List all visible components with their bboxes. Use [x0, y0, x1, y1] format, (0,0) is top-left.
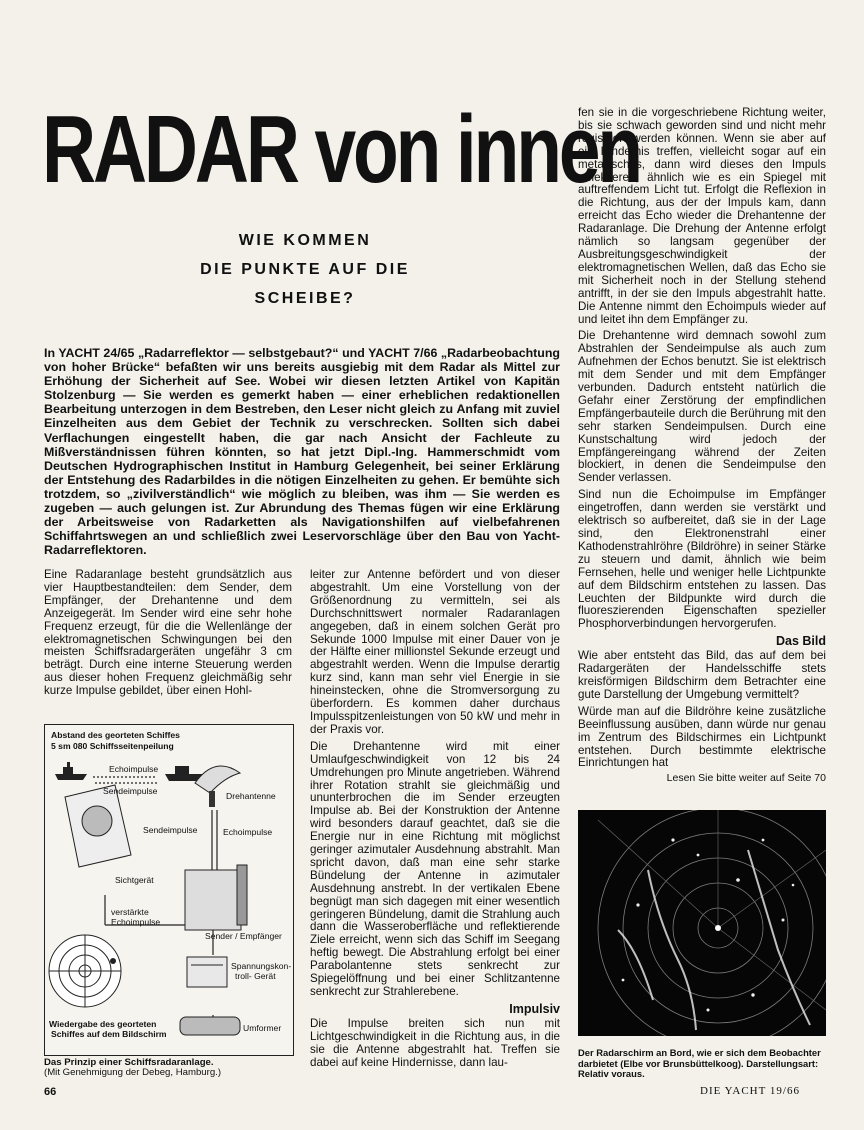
article-title: RADAR von innen: [42, 96, 640, 203]
section-heading-das-bild: Das Bild: [775, 634, 826, 649]
lead-paragraph: In YACHT 24/65 „Radarreflektor — selbstgebaut?“ und YACHT 7/66 „Radarbeobachtung von hoher Brücke“ befaßten wir uns bereits ausgiebig mit dem Radar als Mittel zur Erhöhung der Sicherheit auf See. Wobei wir diesen letzten Artikel von Kapitän Stolzenburg — Sie werden es gemerkt haben — einer erheblichen redaktionellen Bearbeitung unterzogen in dem Bestreben, den Leser nicht gleich zu Anfang mit zuviel Einzelheiten aus dem Gebiet der Technik zu verschrecken. Sollten sich dabei Verflachungen eingestellt haben, die gar nach Ansicht der Fachleute zu Mißverständnissen führen könnten, so hat jetzt Dipl.-Ing. Hammerschmidt vom Deutschen Hydrographischen Institut in Hamburg Gelegenheit, bei seiner Erklärung der Entstehung des Radarbildes in die nötigen Einzelheiten zu gehen. Er bemühte sich trotzdem, so „zivilverständlich“ wie möglich zu bleiben, was ihm — Sie werden es zugeben — auch gelungen ist. Zur Abrundung des Themas fügen wir eine Erklärung der Arbeitsweise von Radarketten als Navigationshilfen auf vielbefahrenen Schiffahrtswegen an und schließlich zwei Leservorschläge über den Bau von Yacht-Radarreflektoren.: [44, 346, 560, 558]
col3-paragraph-1: fen sie in die vorgeschriebene Richtung weiter, bis sie schwach geworden sind und nicht mehr registriert werden können. Wenn sie aber auf ein Hindernis treffen, vielleicht sogar auf ein metallisches, dann wird dieses den Impuls reflektieren, ähnlich wie es ein Spiegel mit auftreffendem Licht tut. Erfolgt die Reflexion in die Richtung, aus der der Impuls kam, dann erreicht das Echo wieder die Drehantenne der Radaranlage. Die Drehung der Antenne erfolgt nämlich so langsam gegenüber der Ausbreitungsgeschwindigkeit der elektromagnetischen Wellen, daß das Echo sie mit Sicherheit noch in der Stellung stehend antrifft, in der sie den Impuls abgestrahlt hatte. Die Antenne nimmt den Echoimpuls wieder auf und leitet ihn dem Empfänger zu.: [578, 106, 826, 326]
radar-screen-drawing: [578, 810, 826, 1036]
label-display: Sichtgerät: [115, 875, 154, 885]
screen-reproduction-icon: [49, 935, 121, 1007]
label-echo: Echoimpulse: [109, 764, 159, 774]
column-3: [578, 107, 826, 785]
label-transceiver: Sender / Empfänger: [205, 931, 282, 941]
label-send: Sendeimpulse: [103, 786, 158, 796]
ship-icon: [55, 762, 87, 780]
subtitle-line-1: WIE KOMMEN: [238, 232, 372, 249]
converter-icon: [180, 1017, 240, 1035]
section-heading-impulsiv: Impulsiv: [509, 1001, 560, 1016]
magazine-footer: DIE YACHT 19/66: [700, 1085, 800, 1097]
subtitle-line-2: DIE PUNKTE AUF DIE: [200, 261, 410, 278]
radar-photo-caption: Der Radarschirm an Bord, wie er sich dem Beobachter darbietet (Elbe vor Brunsbüttelkoog). Darstellungsart: Relativ voraus.: [578, 1047, 821, 1079]
label-voltage-2: troll- Gerät: [235, 971, 276, 981]
continued-note: Lesen Sie bitte weiter auf Seite 70: [666, 772, 826, 785]
radar-diagram: [44, 724, 294, 1056]
voltage-control-icon: [187, 957, 227, 987]
label-reproduction-2: Schiffes auf dem Bildschirm: [51, 1029, 167, 1039]
col3-paragraph-2: Die Drehantenne wird demnach sowohl zum Abstrahlen der Sendeimpulse als auch zum Aufnehmen der Echos benutzt. Sie ist elektrisch mit dem Sender und mit dem Empfänger verbunden. Dadurch entsteht natürlich die Gefahr einer Zerstörung der empfindlichen Empfängerbauteile durch die Berührung mit den sehr starken Sendeimpulsen. Durch eine Kunstschaltung wird jedoch der Empfängereingang während der Zeiten blockiert, in denen die Sendeimpulse den Sender verlassen.: [578, 329, 826, 485]
col2-paragraph-3: Die Impulse breiten sich nun mit Lichtgeschwindigkeit in die Richtung aus, in die sie die Antenne abgestrahlt hat. Treffen sie dabei auf keine Hindernisse, dann lau-: [310, 1016, 560, 1069]
transceiver-icon: [185, 865, 247, 930]
page-number: 66: [44, 1086, 57, 1098]
subtitle-line-3: SCHEIBE?: [254, 290, 356, 307]
label-voltage: Spannungskon-: [231, 961, 292, 971]
diagram-drawing: [45, 725, 293, 1055]
label-reproduction: Wiedergabe des georteten: [49, 1019, 157, 1029]
article-subtitle: [170, 226, 440, 313]
col3-paragraph-4: Wie aber entsteht das Bild, das auf dem bei Radargeräten der Handelsschiffe stets kreisförmigen Bildschirm dem Betrachter eine gute Darstellung der Umgebung vermittelt?: [578, 649, 826, 701]
diagram-caption-sub: (Mit Genehmigung der Debeg, Hamburg.): [44, 1067, 222, 1079]
label-antenna: Drehantenne: [226, 791, 276, 801]
label-echo-2: Echoimpulse: [223, 827, 273, 837]
label-send-2: Sendeimpulse: [143, 825, 198, 835]
column-1: [44, 569, 292, 698]
label-distance: Abstand des georteten Schiffes: [51, 730, 180, 740]
diagram-caption-title: Das Prinzip einer Schiffsradaranlage.: [44, 1057, 214, 1068]
label-bearing: 5 sm 080 Schiffsseitenpeilung: [51, 741, 174, 751]
col3-paragraph-3: Sind nun die Echoimpulse im Empfänger eingetroffen, dann werden sie verstärkt und elektrisch so aufbereitet, daß sie in der Lage sind, den Elektronenstrahl einer Kathodenstrahlröhre (Bildröhre) in seiner Stärke zu steuern und damit, ähnlich wie beim Fernsehen, helle und weniger helle Lichtpunkte auf dem Bildschirm entstehen zu lassen. Das Leuchten der Bildpunkte wird durch die fluoreszierenden Eigenschaften spezieller Phosphorverbindungen hervorgerufen.: [578, 488, 826, 631]
display-unit-icon: [65, 785, 131, 867]
label-amplified: verstärkte: [111, 907, 149, 917]
radar-screen-photo: [578, 810, 826, 1036]
column-2: [310, 569, 560, 1069]
col3-paragraph-5: Würde man auf die Bildröhre keine zusätzliche Beeinflussung ausüben, dann würde nur genau im Zentrum des Bildschirmes ein Lichtpunkt entstehen. Durch bestimmte elektrische Einrichtungen hat: [578, 704, 826, 770]
col2-paragraph-2: Die Drehantenne wird mit einer Umlaufgeschwindigkeit von 12 bis 24 Umdrehungen pro Minute angetrieben. Während ihrer Rotation strahlt sie gleichmäßig und ununterbrochen die im Sender erzeugten Impulse ab. Bei der Konstruktion der Antenne wird besonders darauf geachtet, daß sie die Energie nur in eine Richtung mit möglichst geringer azimutaler Ausdehnung abstrahlt. Man spricht davon, daß man eine sehr starke Bündelung der Antenne in azimutaler Ausdehnung anstrebt. In der vertikalen Ebene begnügt man sich dagegen mit einer wesentlich geringeren Bündelung, damit die Strahlung auch dann die Wasseroberfläche und reflektierende Ziele erreicht, wenn sich das Schiff im Seegang heftig bewegt. Die Abstrahlung erfolgt bei einer Parabolantenne stets senkrecht zur Spiegelöffnung und bei einer Schlitzantenne senkrecht zur Strahlerebene.: [310, 739, 560, 998]
col2-paragraph-1: leiter zur Antenne befördert und von dieser abgestrahlt. Um eine Vorstellung von der Größenordnung zu vermitteln, sei als Durchschnittswert normaler Radaranlagen angegeben, daß in einem solchen Gerät pro Sekunde 1000 Impulse mit einer Dauer von je der Hälfte einer millionstel Sekunde erzeugt und abgestrahlt werden. Wenn die Impulse derartig kurz sind, kann man sehr viel Energie in sie hineinstecken, ohne die Stromversorgung zu überfordern. Es kommen daher durchaus Impulsspitzenleistungen von 50 kW und mehr in der Praxis vor.: [310, 568, 560, 736]
label-amplified-2: Echoimpulse: [111, 917, 161, 927]
col1-paragraph: Eine Radaranlage besteht grundsätzlich aus vier Hauptbestandteilen: dem Sender, dem Empfänger, der Drehantenne und dem Anzeigegerät. Im Sender wird eine sehr hohe Frequenz erzeugt, für die die Wellenlänge der elektromagnetischen Schwingungen bei den meisten Schiffsradargeräten ungefähr 3 cm beträgt. Durch eine interne Steuerung werden aus dieser hohen Frequenz gleichmäßig sehr kurze Impulse gebildet, über einen Hohl-: [44, 568, 292, 698]
label-converter: Umformer: [243, 1023, 282, 1033]
diagram-caption: [44, 1058, 294, 1079]
